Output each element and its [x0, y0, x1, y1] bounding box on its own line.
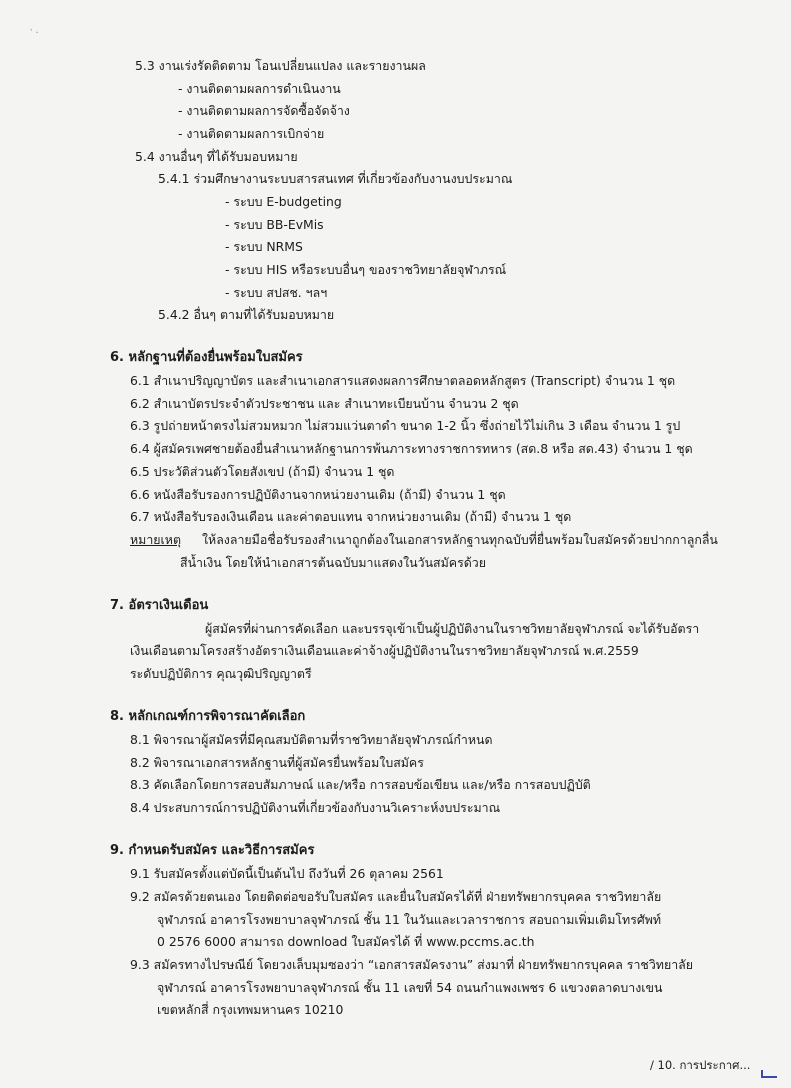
section-8-heading: 8. หลักเกณฑ์การพิจารณาคัดเลือก — [110, 709, 306, 724]
item-9-2-line-2: จุฬาภรณ์ อาคารโรงพยาบาลจุฬาภรณ์ ชั้น 11 ในวันและเวลาราชการ สอบถามเพิ่มเติมโทรศัพท์ — [157, 912, 662, 927]
item-8-3: 8.3 คัดเลือกโดยการสอบสัมภาษณ์ และ/หรือ การสอบข้อเขียน และ/หรือ การสอบปฏิบัติ — [130, 777, 591, 792]
item-5-3-c: - งานติดตามผลการเบิกจ่าย — [178, 126, 325, 141]
item-8-4: 8.4 ประสบการณ์การปฏิบัติงานที่เกี่ยวข้องกับงานวิเคราะห์งบประมาณ — [130, 800, 501, 815]
note-line-2: สีน้ำเงิน โดยให้นำเอกสารต้นฉบับมาแสดงในวันสมัครด้วย — [180, 555, 486, 570]
item-5-4-1-e: - ระบบ สปสช. ฯลฯ — [225, 285, 328, 300]
scan-speck: ‵ · — [30, 28, 39, 39]
item-5-3: 5.3 งานเร่งรัดติดตาม โอนเปลี่ยนแปลง และรายงานผล — [135, 58, 426, 73]
item-6-1: 6.1 สำเนาปริญญาบัตร และสำเนาเอกสารแสดงผลการศึกษาตลอดหลักสูตร (Transcript) จำนวน 1 ชุด — [130, 373, 676, 388]
item-9-2-line-3: 0 2576 6000 สามารถ download ใบสมัครได้ ที่ www.pccms.ac.th — [157, 934, 535, 949]
item-5-3-a: - งานติดตามผลการดำเนินงาน — [178, 81, 341, 96]
note-line-1: ให้ลงลายมือชื่อรับรองสำเนาถูกต้องในเอกสารหลักฐานทุกฉบับที่ยื่นพร้อมใบสมัครด้วยปากกาลูกลื่น — [202, 532, 718, 547]
page-continuation-footer: / 10. การประกาศ... — [650, 1058, 751, 1072]
corner-mark — [761, 1070, 777, 1078]
item-6-2: 6.2 สำเนาบัตรประจำตัวประชาชน และ สำเนาทะเบียนบ้าน จำนวน 2 ชุด — [130, 396, 519, 411]
item-8-2: 8.2 พิจารณาเอกสารหลักฐานที่ผู้สมัครยื่นพร้อมใบสมัคร — [130, 755, 424, 770]
item-9-3-line-1: 9.3 สมัครทางไปรษณีย์ โดยวงเล็บมุมซองว่า “เอกสารสมัครงาน” ส่งมาที่ ฝ่ายทรัพยากรบุคคล ราชวิทยาลัย — [130, 957, 694, 972]
note-label: หมายเหตุ — [130, 532, 182, 547]
item-5-4-1-c: - ระบบ NRMS — [225, 239, 303, 254]
salary-para-line-3: ระดับปฏิบัติการ คุณวุฒิปริญญาตรี — [130, 666, 312, 681]
section-7-heading: 7. อัตราเงินเดือน — [110, 598, 209, 613]
item-9-3-line-3: เขตหลักสี่ กรุงเทพมหานคร 10210 — [157, 1002, 344, 1017]
item-6-3: 6.3 รูปถ่ายหน้าตรงไม่สวมหมวก ไม่สวมแว่นตาดำ ขนาด 1-2 นิ้ว ซึ่งถ่ายไว้ไม่เกิน 3 เดือน จำนวน 1 รูป — [130, 418, 681, 433]
item-6-6: 6.6 หนังสือรับรองการปฏิบัติงานจากหน่วยงานเดิม (ถ้ามี) จำนวน 1 ชุด — [130, 487, 506, 502]
item-6-5: 6.5 ประวัติส่วนตัวโดยสังเขป (ถ้ามี) จำนวน 1 ชุด — [130, 464, 395, 479]
salary-para-line-2: เงินเดือนตามโครงสร้างอัตราเงินเดือนและค่าจ้างผู้ปฏิบัติงานในราชวิทยาลัยจุฬาภรณ์ พ.ศ.2559 — [130, 643, 639, 658]
section-9-heading: 9. กำหนดรับสมัคร และวิธีการสมัคร — [110, 843, 315, 858]
item-5-4-1: 5.4.1 ร่วมศึกษางานระบบสารสนเทศ ที่เกี่ยวข้องกับงานงบประมาณ — [158, 171, 513, 186]
item-5-4-1-d: - ระบบ HIS หรือระบบอื่นๆ ของราชวิทยาลัยจุฬาภรณ์ — [225, 262, 507, 277]
item-5-4-2: 5.4.2 อื่นๆ ตามที่ได้รับมอบหมาย — [158, 307, 335, 322]
item-9-1: 9.1 รับสมัครตั้งแต่บัดนี้เป็นต้นไป ถึงวันที่ 26 ตุลาคม 2561 — [130, 866, 444, 881]
item-5-4: 5.4 งานอื่นๆ ที่ได้รับมอบหมาย — [135, 149, 298, 164]
item-5-4-1-b: - ระบบ BB-EvMis — [225, 217, 324, 232]
item-9-3-line-2: จุฬาภรณ์ อาคารโรงพยาบาลจุฬาภรณ์ ชั้น 11 เลขที่ 54 ถนนกำแพงเพชร 6 แขวงตลาดบางเขน — [157, 980, 663, 995]
item-9-2-line-1: 9.2 สมัครด้วยตนเอง โดยติดต่อขอรับใบสมัคร และยื่นใบสมัครได้ที่ ฝ่ายทรัพยากรบุคคล ราชวิทยาลัย — [130, 889, 662, 904]
item-5-4-1-a: - ระบบ E-budgeting — [225, 194, 342, 209]
item-5-3-b: - งานติดตามผลการจัดซื้อจัดจ้าง — [178, 103, 350, 118]
salary-para-line-1: ผู้สมัครที่ผ่านการคัดเลือก และบรรจุเข้าเป็นผู้ปฏิบัติงานในราชวิทยาลัยจุฬาภรณ์ จะได้รับอัตรา — [205, 621, 700, 636]
item-8-1: 8.1 พิจารณาผู้สมัครที่มีคุณสมบัติตามที่ราชวิทยาลัยจุฬาภรณ์กำหนด — [130, 732, 493, 747]
section-6-heading: 6. หลักฐานที่ต้องยื่นพร้อมใบสมัคร — [110, 350, 303, 365]
item-6-7: 6.7 หนังสือรับรองเงินเดือน และค่าตอบแทน จากหน่วยงานเดิม (ถ้ามี) จำนวน 1 ชุด — [130, 509, 572, 524]
item-6-4: 6.4 ผู้สมัครเพศชายต้องยื่นสำเนาหลักฐานการพ้นภาระทางราชการทหาร (สด.8 หรือ สด.43) จำนวน 1 ชุด — [130, 441, 693, 456]
